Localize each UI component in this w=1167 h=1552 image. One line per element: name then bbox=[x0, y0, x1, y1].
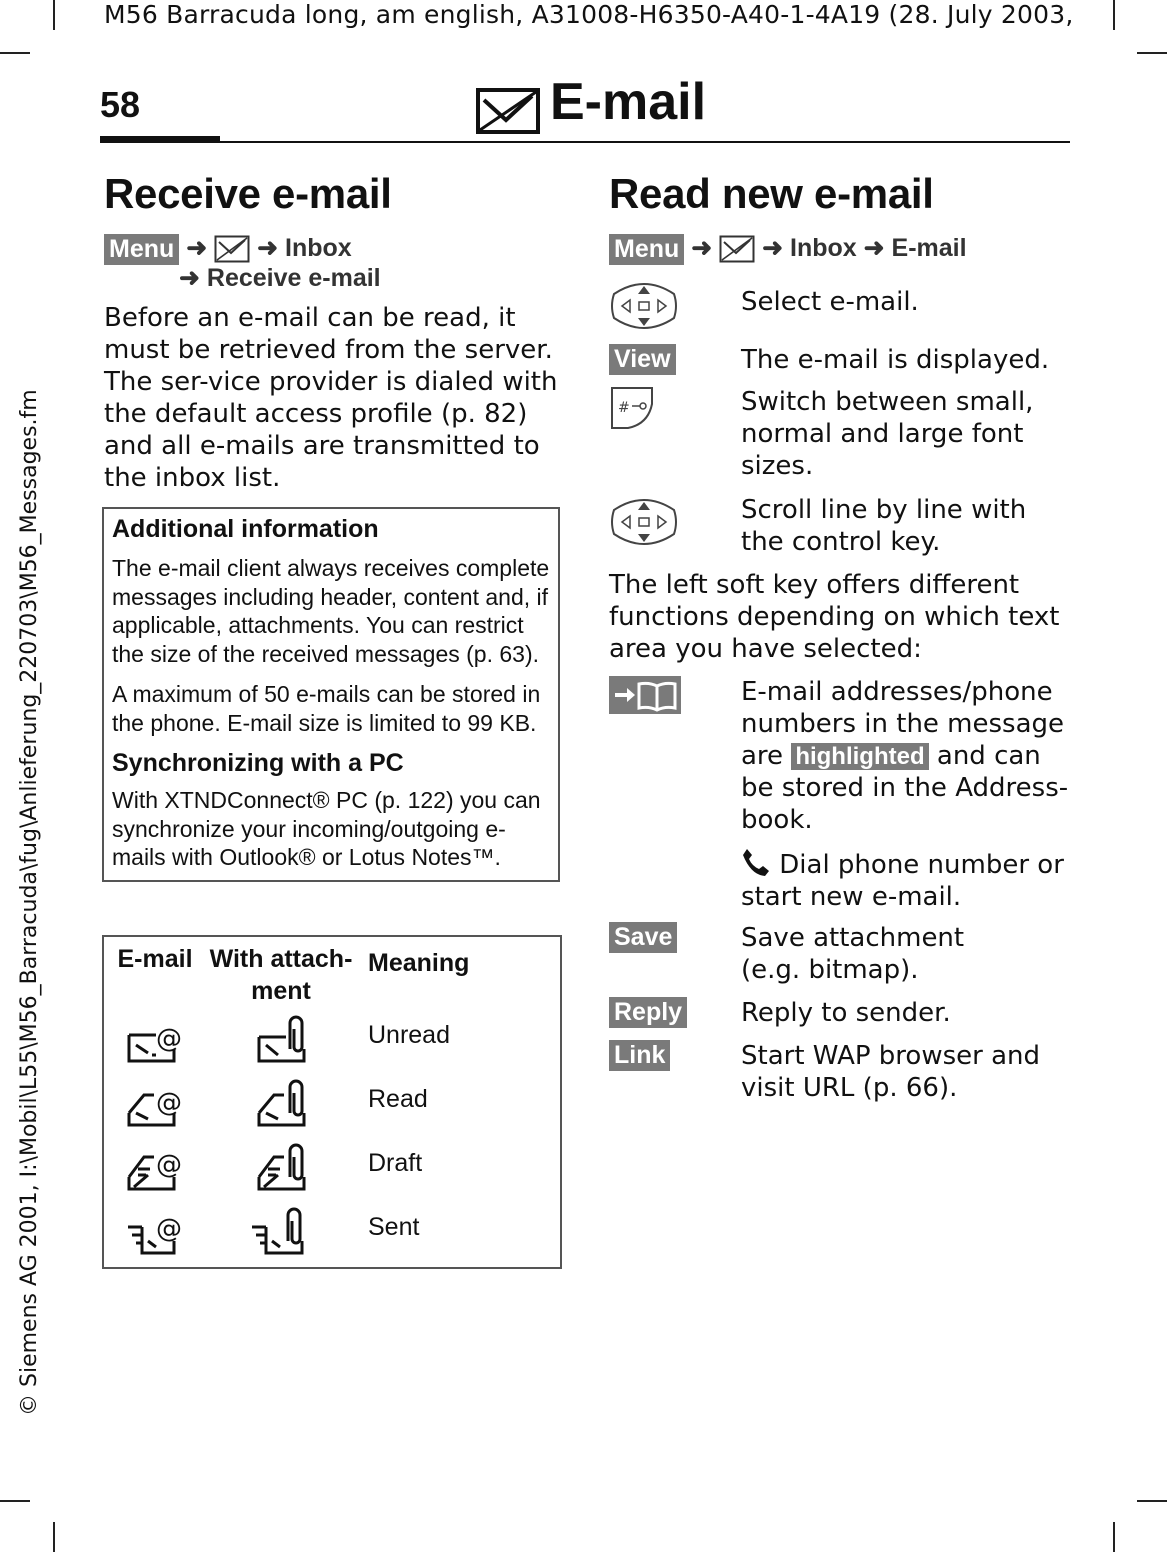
addressbook-text bbox=[741, 676, 1071, 836]
svg-text:#: # bbox=[618, 400, 630, 416]
mail-draft-icon bbox=[126, 1147, 182, 1191]
crop-mark bbox=[53, 1522, 55, 1552]
save-softkey: Save bbox=[609, 922, 677, 953]
info-paragraph: A maximum of 50 e-mails can be stored in the phone. E-mail size is limited to 99 KB. bbox=[112, 681, 541, 736]
arrow-right-icon: ➜ bbox=[257, 234, 279, 262]
envelope-icon bbox=[719, 235, 755, 263]
svg-text:@: @ bbox=[156, 1088, 182, 1118]
arrow-right-icon: ➜ bbox=[762, 234, 784, 262]
envelope-icon bbox=[214, 235, 250, 263]
section-title-read: Read new e-mail bbox=[609, 170, 934, 217]
addressbook-text-a: E-mail addresses/phone numbers in the message are bbox=[741, 677, 1065, 771]
link-softkey: Link bbox=[609, 1040, 670, 1071]
softkey-intro-text: The left soft key offers different functions depending on which text area you have selected: bbox=[609, 570, 1060, 664]
info-heading: Additional information bbox=[112, 515, 379, 543]
save-text: Save attachment (e.g. bitmap). bbox=[741, 923, 965, 985]
meaning-read: Read bbox=[368, 1085, 428, 1113]
step-scroll-text: Scroll line by line with the control key. bbox=[741, 495, 1027, 557]
header-rule bbox=[100, 136, 220, 143]
mail-unread-attachment-icon bbox=[256, 1015, 308, 1063]
svg-text:@: @ bbox=[156, 1150, 182, 1180]
receive-body-text: Before an e-mail can be read, it must be retrieved from the server. The ser-vice provider is dialed with the default access profile (p. 82) and all e-mails are transmitted to the inbox list. bbox=[104, 303, 558, 493]
table-header-meaning: Meaning bbox=[368, 949, 470, 977]
phone-handset-icon bbox=[741, 847, 771, 877]
reply-softkey: Reply bbox=[609, 997, 687, 1028]
info-heading-sync: Synchronizing with a PC bbox=[112, 749, 404, 777]
crop-mark bbox=[1113, 1522, 1115, 1552]
view-softkey: View bbox=[609, 344, 676, 375]
meaning-unread: Unread bbox=[368, 1021, 450, 1049]
envelope-icon bbox=[476, 88, 540, 134]
table-header-email: E-mail bbox=[117, 945, 193, 973]
mail-sent-attachment-icon bbox=[250, 1207, 308, 1255]
control-key-icon bbox=[608, 280, 680, 332]
nav-path-receive-2 bbox=[179, 263, 381, 293]
section-title-receive: Receive e-mail bbox=[104, 170, 392, 217]
svg-text:@: @ bbox=[156, 1214, 182, 1244]
step-font-text: Switch between small, normal and large font sizes. bbox=[741, 387, 1034, 481]
menu-softkey: Menu bbox=[609, 234, 684, 265]
meaning-draft: Draft bbox=[368, 1149, 423, 1177]
header-rule bbox=[220, 141, 1070, 143]
arrow-right-icon: ➜ bbox=[691, 234, 713, 262]
arrow-right-icon: ➜ bbox=[863, 234, 885, 262]
crop-mark bbox=[53, 0, 55, 30]
addressbook-softkey bbox=[609, 676, 681, 714]
crop-mark bbox=[0, 52, 30, 54]
arrow-to-book-icon bbox=[609, 676, 681, 714]
mail-unread-icon bbox=[126, 1019, 182, 1063]
reply-text: Reply to sender. bbox=[741, 998, 951, 1028]
crop-mark bbox=[1113, 0, 1115, 30]
link-text: Start WAP browser and visit URL (p. 66). bbox=[741, 1041, 1040, 1103]
chapter-title: E-mail bbox=[550, 73, 707, 131]
mail-read-attachment-icon bbox=[256, 1079, 308, 1127]
step-select-text: Select e-mail. bbox=[741, 287, 919, 317]
crop-mark bbox=[1137, 52, 1167, 54]
menu-softkey: Menu bbox=[104, 234, 179, 265]
dial-text bbox=[741, 847, 1071, 913]
control-key-icon bbox=[608, 496, 680, 548]
mail-read-icon bbox=[126, 1083, 182, 1127]
mail-sent-icon bbox=[126, 1211, 182, 1255]
crop-mark bbox=[1137, 1500, 1167, 1502]
nav-step-inbox: Inbox bbox=[285, 234, 352, 262]
crop-mark bbox=[0, 1500, 30, 1502]
highlighted-label: highlighted bbox=[791, 743, 928, 770]
dial-text-label: Dial phone number or start new e-mail. bbox=[741, 850, 1064, 912]
nav-step-inbox: Inbox bbox=[790, 234, 857, 262]
arrow-right-icon: ➜ bbox=[179, 264, 200, 292]
info-paragraph: The e-mail client always receives complete messages including header, content and, if applicable, attachments. You can restrict the size of the received messages (p. 63). bbox=[112, 555, 550, 667]
email-icon-table bbox=[102, 935, 562, 1269]
info-paragraph: With XTNDConnect® PC (p. 122) you can synchronize your incoming/outgoing e-mails with Outlook® or Lotus Notes™. bbox=[112, 787, 541, 870]
nav-path-receive bbox=[104, 233, 352, 265]
step-view-text: The e-mail is displayed. bbox=[741, 345, 1050, 375]
additional-info-box bbox=[102, 507, 560, 882]
svg-text:@: @ bbox=[156, 1024, 182, 1054]
nav-step-email: E-mail bbox=[891, 234, 967, 262]
addressbook-text-b: and can be stored in the Address-book. bbox=[741, 741, 1069, 835]
hash-key-icon bbox=[608, 384, 656, 432]
document-header-line: M56 Barracuda long, am english, A31008-H6350-A40-1-4A19 (28. July 2003, bbox=[104, 0, 1074, 29]
page-number: 58 bbox=[100, 84, 141, 125]
nav-step-receive: Receive e-mail bbox=[206, 264, 381, 292]
arrow-right-icon: ➜ bbox=[186, 234, 208, 262]
nav-path-read bbox=[609, 233, 967, 265]
meaning-sent: Sent bbox=[368, 1213, 420, 1241]
table-header-attachment: With attach-ment bbox=[209, 945, 353, 1005]
side-file-path: © Siemens AG 2001, I:\Mobil\L55\M56_Barracuda\fug\Anlieferung_220703\M56_Messages.fm bbox=[17, 389, 42, 1416]
mail-draft-attachment-icon bbox=[256, 1143, 308, 1191]
